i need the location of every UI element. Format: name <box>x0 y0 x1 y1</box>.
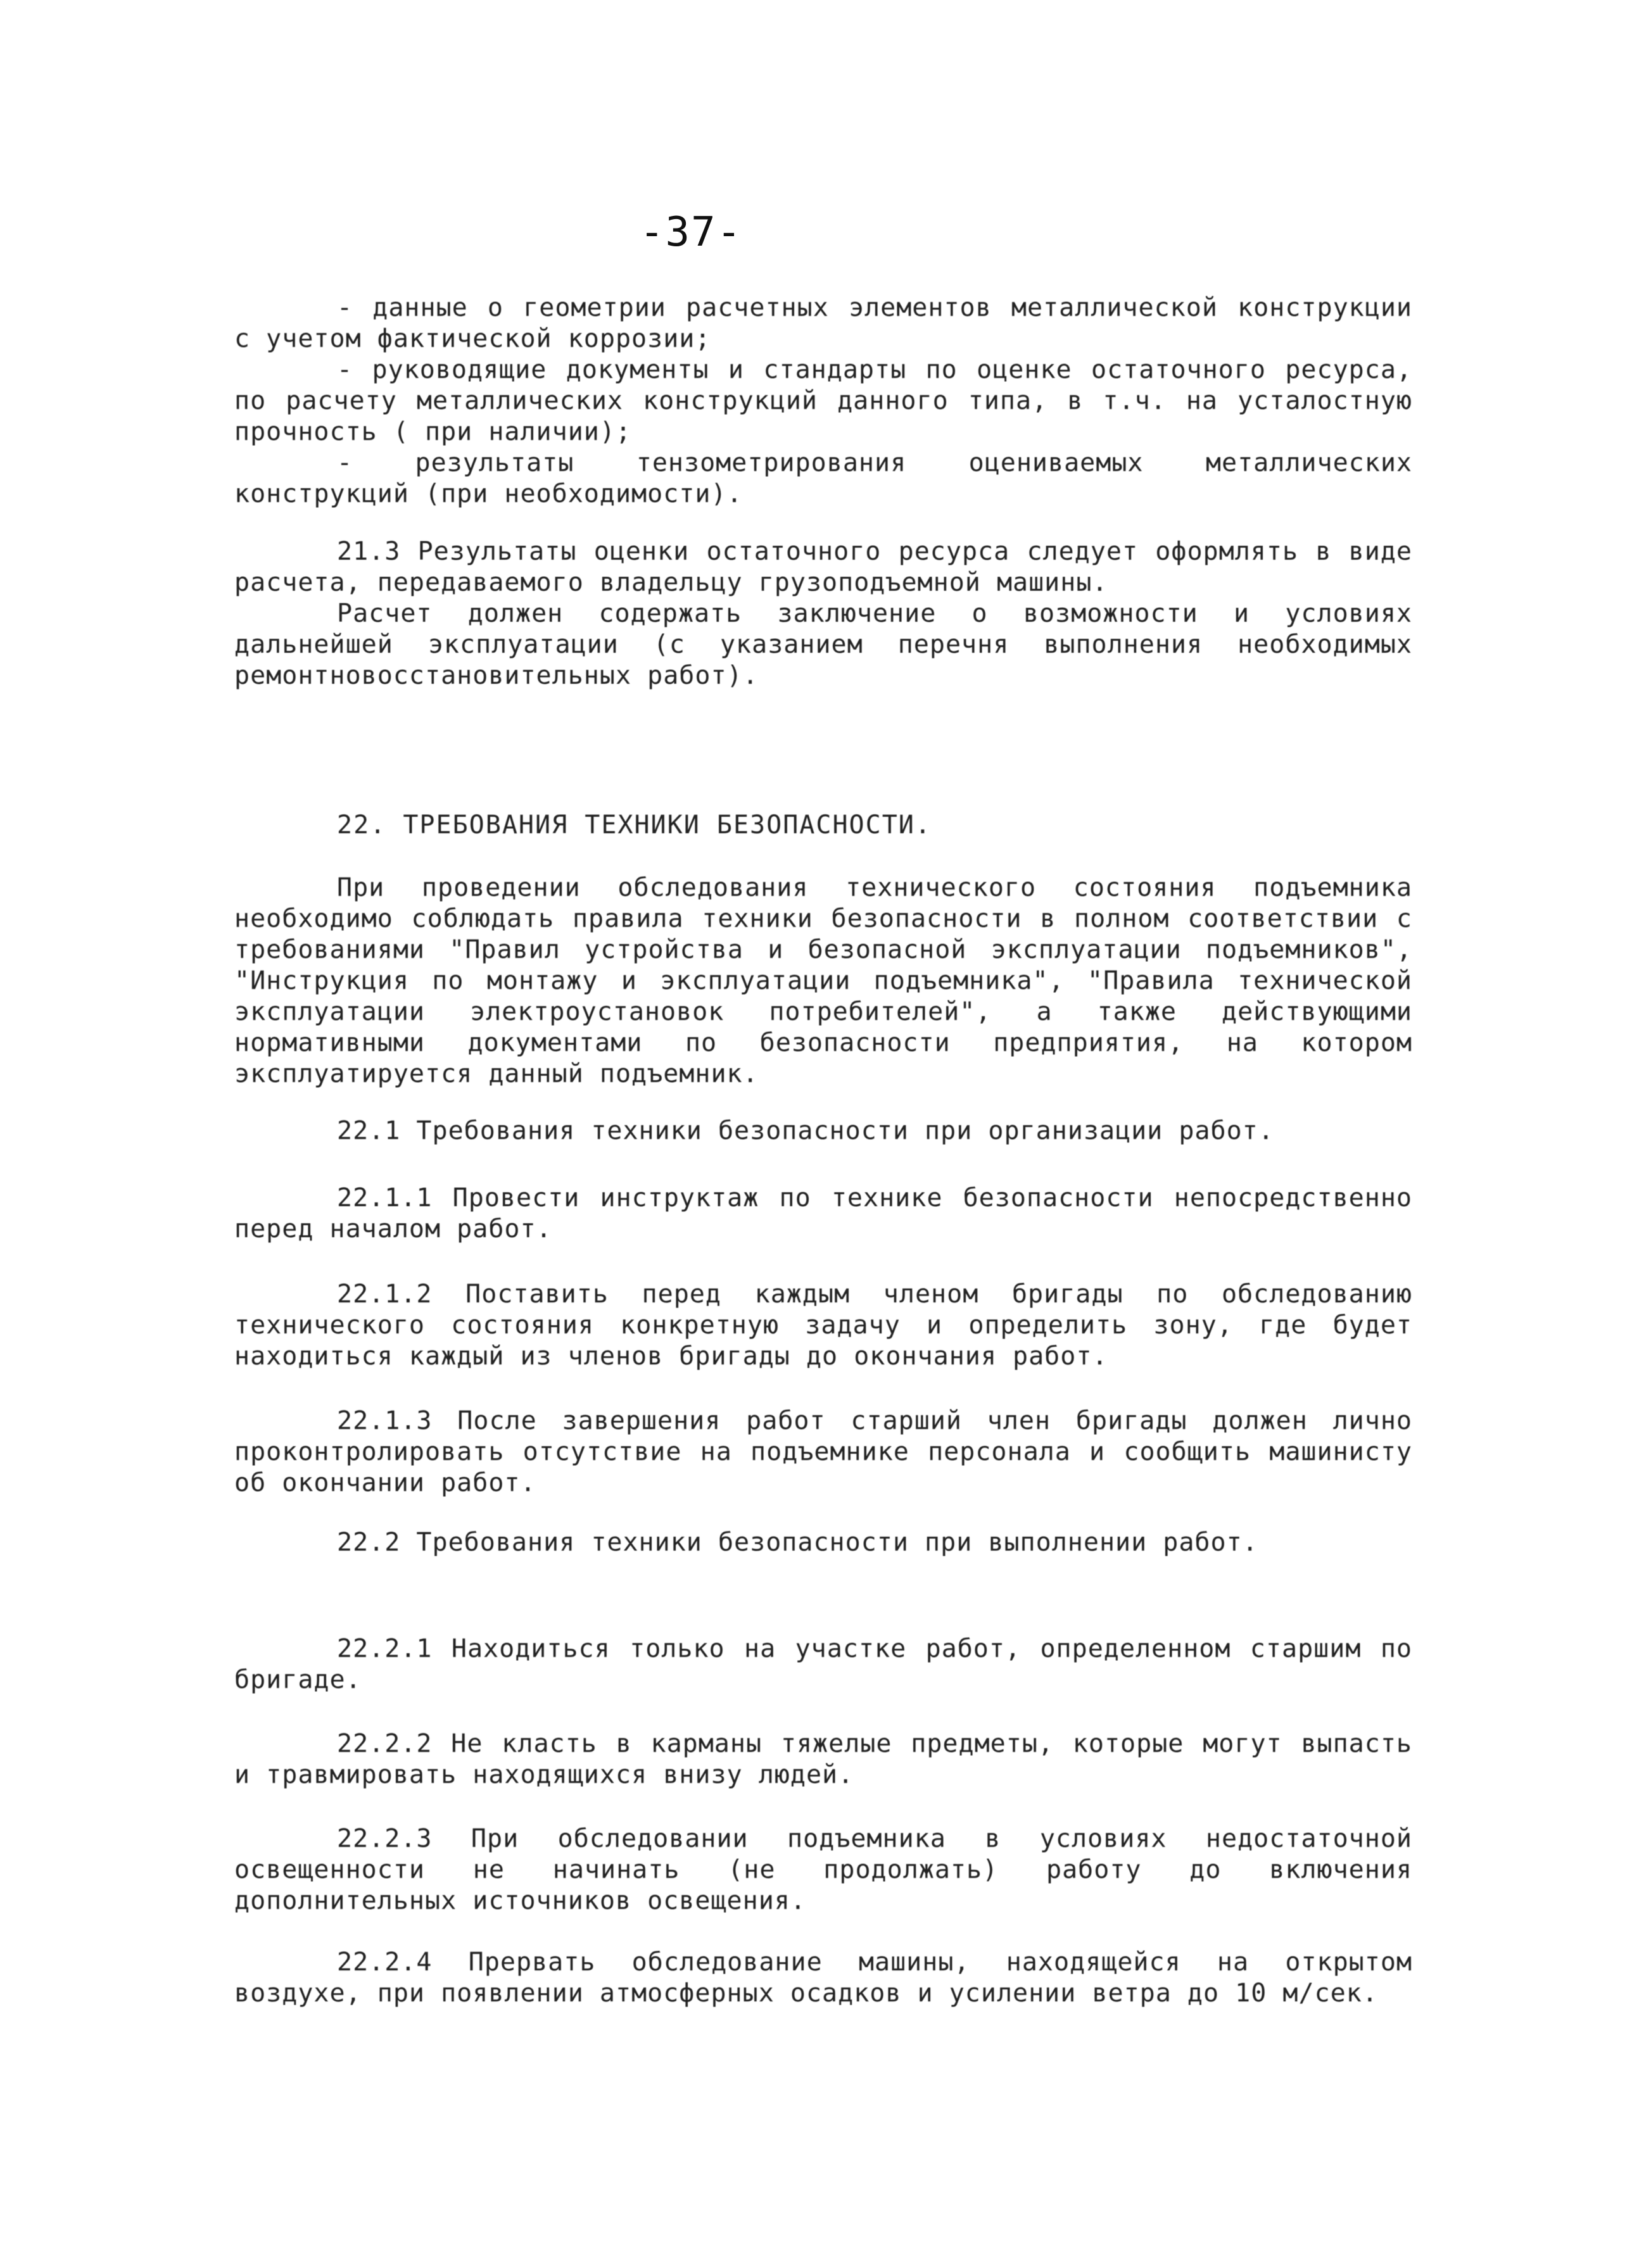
paragraph-22-2-2: 22.2.2 Не класть в карманы тяжелые предметы, которые могут выпасть и травмировать находящихся внизу людей. <box>234 1729 1412 1789</box>
page-number: -37- <box>640 209 743 256</box>
paragraph-22-1-2: 22.1.2 Поставить перед каждым членом бригады по обследованию технического состояния конкретную задачу и определить зону, где будет находиться каждый из членов бригады до окончания работ. <box>234 1280 1412 1371</box>
paragraph-22-2-3: 22.2.3 При обследовании подъемника в условиях недостаточной освещенности не начинать (не продолжать) работу до включения дополнительных источников освещения. <box>234 1824 1412 1915</box>
section-heading: 22. ТРЕБОВАНИЯ ТЕХНИКИ БЕЗОПАСНОСТИ. <box>337 810 932 840</box>
list-item: - руководящие документы и стандарты по оценке остаточного ресурса, по расчету металлических конструкций данного типа, в т.ч. на усталостную прочность ( при наличии); <box>234 355 1412 446</box>
paragraph-22-2-1: 22.2.1 Находиться только на участке работ, определенном старшим по бригаде. <box>234 1634 1412 1694</box>
paragraph-22-2-4: 22.2.4 Прервать обследование машины, находящейся на открытом воздухе, при появлении атмосферных осадков и усилении ветра до 10 м/сек. <box>234 1948 1412 2008</box>
paragraph-22-1-3: 22.1.3 После завершения работ старший член бригады должен лично проконтролировать отсутствие на подъемнике персонала и сообщить машинисту об окончании работ. <box>234 1406 1412 1497</box>
subsection-title-22-2: 22.2 Требования техники безопасности при выполнении работ. <box>337 1528 1258 1557</box>
paragraph-22-1-1: 22.1.1 Провести инструктаж по технике безопасности непосредственно перед началом работ. <box>234 1183 1412 1244</box>
paragraph-21-3: 21.3 Результаты оценки остаточного ресурса следует оформлять в виде расчета, передаваемого владельцу грузоподъемной машины. <box>234 537 1412 597</box>
list-item: - данные о геометрии расчетных элементов металлической конструкции с учетом фактической коррозии; <box>234 293 1412 353</box>
list-item: - результаты тензометрирования оцениваемых металлических конструкций (при необходимости). <box>234 448 1412 508</box>
section-intro: При проведении обследования технического состояния подъемника необходимо соблюдать правила техники безопасности в полном соответствии с требованиями "Правил устройства и безопасной эксплуатации подъемников", "Инструкция по монтажу и эксплуатации подъемника", "Правила технической эксплуатации электроустановок потребителей", а также действующими нормативными документами по безопасности предприятия, на котором эксплуатируется данный подъемник. <box>234 873 1412 1088</box>
subsection-title-22-1: 22.1 Требования техники безопасности при организации работ. <box>337 1116 1274 1145</box>
paragraph-21-3-conclusion: Расчет должен содержать заключение о возможности и условиях дальнейшей эксплуатации (с указанием перечня выполнения необходимых ремонтновосстановительных работ). <box>234 599 1412 690</box>
